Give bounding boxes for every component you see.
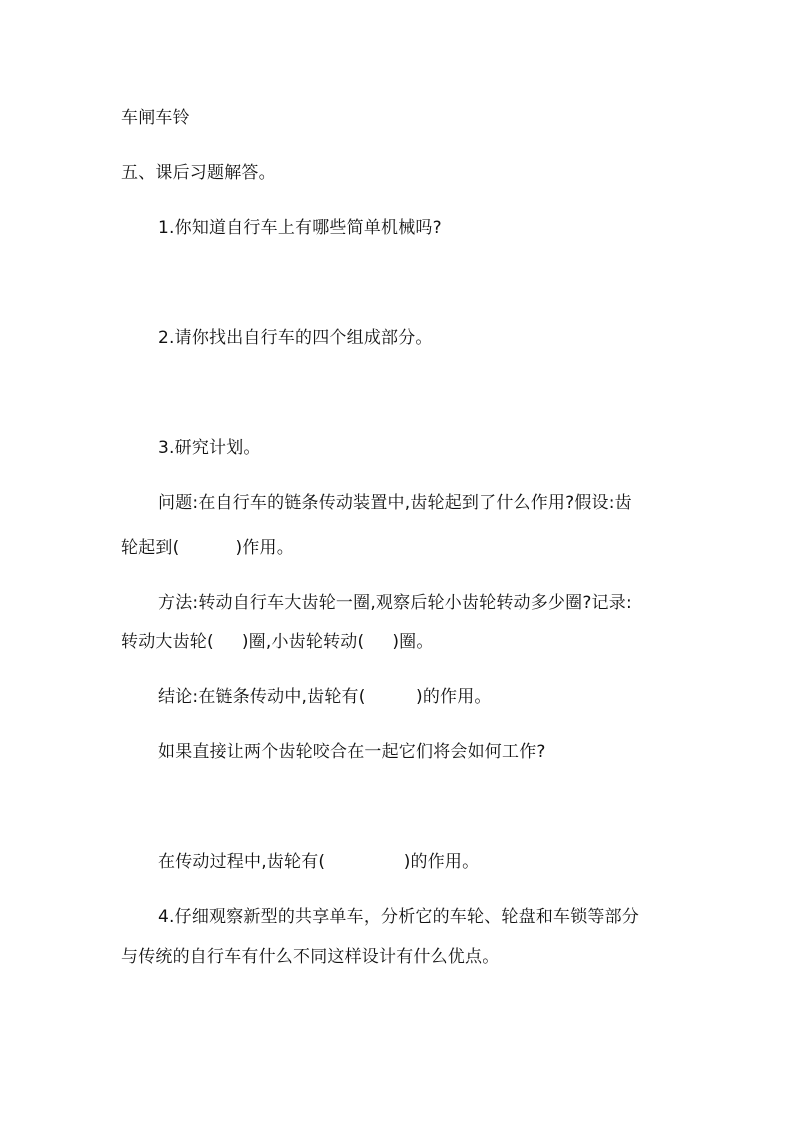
- question-3: 3.研究计划。: [158, 438, 261, 458]
- question-3-method-continued: 转动大齿轮( )圈,小齿轮转动( )圈。: [121, 632, 434, 652]
- text-line-brake-bell: 车闸车铃: [121, 108, 190, 128]
- question-3-problem: 问题:在自行车的链条传动装置中,齿轮起到了什么作用?假设:齿: [158, 493, 632, 513]
- question-4-continued: 与传统的自行车有什么不同这样设计有什么优点。: [121, 947, 500, 967]
- question-3-problem-continued: 轮起到( )作用。: [121, 538, 294, 558]
- question-2: 2.请你找出自行车的四个组成部分。: [158, 328, 433, 348]
- question-1: 1.你知道自行车上有哪些简单机械吗?: [158, 218, 442, 238]
- question-3-transmission: 在传动过程中,齿轮有( )的作用。: [158, 852, 480, 872]
- section-heading: 五、课后习题解答。: [121, 163, 276, 183]
- question-3-method: 方法:转动自行车大齿轮一圈,观察后轮小齿轮转动多少圈?记录:: [158, 593, 632, 613]
- question-4: 4.仔细观察新型的共享单车，分析它的车轮、轮盘和车锁等部分: [158, 907, 640, 927]
- question-3-gear-mesh: 如果直接让两个齿轮咬合在一起它们将会如何工作?: [158, 742, 546, 762]
- question-3-conclusion: 结论:在链条传动中,齿轮有( )的作用。: [158, 687, 492, 707]
